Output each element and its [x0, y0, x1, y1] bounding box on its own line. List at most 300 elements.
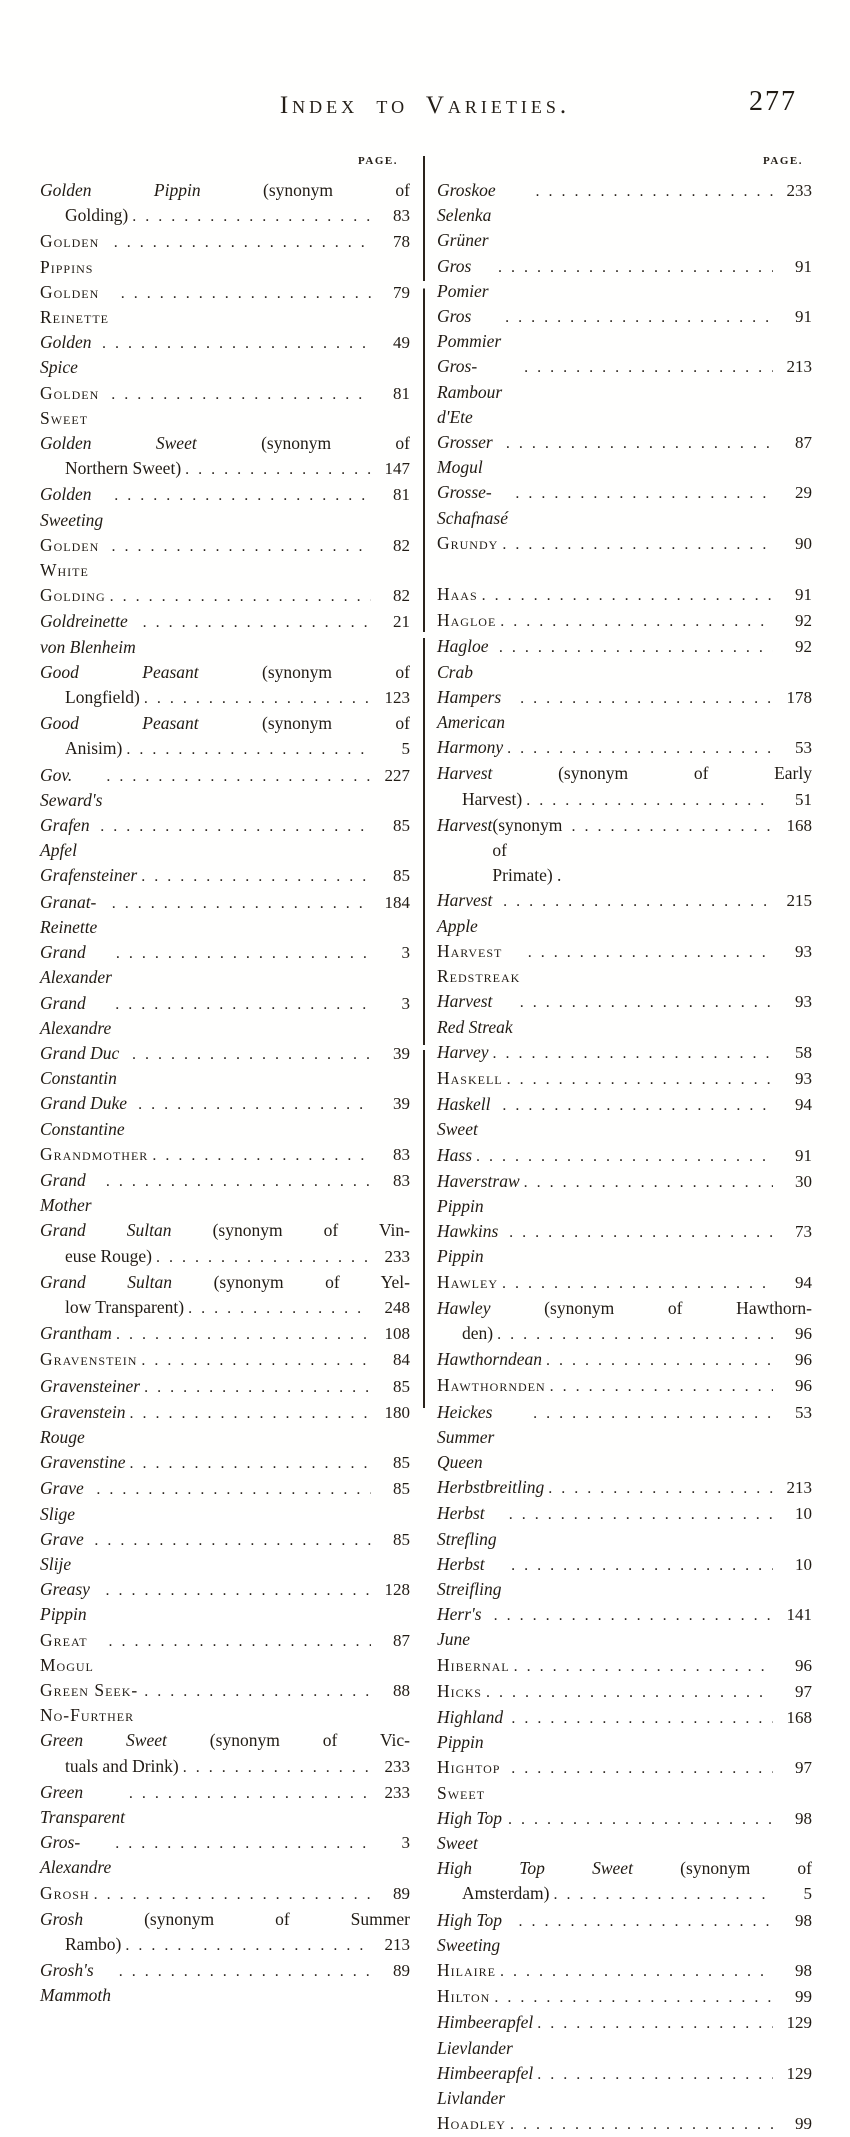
entry-page-number: 82 [393, 535, 410, 555]
index-entry [40, 1830, 410, 1880]
column-divider-rule [423, 156, 425, 1408]
dot-leader [126, 736, 371, 762]
dot-leader [505, 304, 773, 330]
dot-leader [130, 1400, 371, 1426]
dot-leader [526, 787, 773, 813]
entry-name: Grave Slige [40, 1478, 84, 1524]
entry-name: Hightop Sweet [437, 1757, 501, 1803]
entry-page-number: 49 [393, 333, 410, 353]
entry-name: Haskell Sweet [437, 1094, 491, 1140]
entry-continuation: Harvest) [462, 788, 523, 809]
entry-line-2 [40, 685, 410, 711]
dot-leader [494, 1602, 773, 1628]
entry-line-1 [437, 735, 812, 761]
dot-leader [116, 940, 371, 966]
entry-line-1 [437, 1270, 812, 1296]
entry-page-number: 85 [393, 1479, 410, 1499]
dot-leader [144, 1374, 371, 1400]
entry-name: Harmony [437, 737, 504, 758]
entry-line-1 [40, 1041, 410, 1091]
entry-line-1 [437, 888, 812, 938]
index-entry [437, 1755, 812, 1805]
entry-name: Grand Sultan [40, 1220, 172, 1241]
dot-leader [119, 1958, 371, 1984]
index-entry [437, 634, 812, 684]
entry-name: Gros Pomier [437, 255, 489, 301]
entry-line-1 [437, 1984, 812, 2010]
entry-line-2 [40, 203, 410, 229]
entry-name: Harvest Red Streak [437, 991, 513, 1037]
entry-page-number: 233 [384, 1246, 410, 1266]
dot-leader [502, 1270, 773, 1296]
entry-line-1 [40, 1218, 410, 1243]
index-entry [437, 582, 812, 608]
entry-page-number: 30 [795, 1171, 812, 1191]
entry-page-number: 147 [384, 459, 410, 479]
index-entry [40, 1347, 410, 1373]
dot-leader [546, 1347, 773, 1373]
entry-name: Golden White [40, 534, 100, 581]
index-entry [40, 1628, 410, 1678]
dot-leader [497, 1321, 773, 1347]
entry-name: Hawthornden [437, 1375, 546, 1396]
dot-leader [96, 1476, 371, 1502]
entry-line-1 [437, 178, 812, 254]
entry-page-number: 93 [795, 941, 812, 961]
entry-page-number: 39 [393, 1043, 410, 1063]
entry-continuation: Longfield) [65, 687, 140, 708]
dot-leader [507, 1066, 773, 1092]
page-title: Index to Varieties. [279, 92, 571, 119]
index-entry [40, 482, 410, 532]
index-entry [437, 430, 812, 480]
entry-line-2 [437, 787, 812, 813]
dot-leader [514, 1653, 773, 1679]
entry-name: Haverstraw Pippin [437, 1170, 520, 1216]
entry-line-1 [437, 1169, 812, 1219]
entry-line-1 [437, 531, 812, 557]
entry-continuation: Northern Sweet) [65, 458, 182, 479]
index-entry [40, 1168, 410, 1218]
index-entry [40, 1400, 410, 1450]
entry-line-1 [437, 1806, 812, 1856]
entry-line-1 [437, 1958, 812, 1984]
entry-page-number: 123 [384, 688, 410, 708]
entry-continuation: Amsterdam) [462, 1883, 550, 1904]
entry-name: Grave Slije [40, 1528, 84, 1574]
entry-continuation: low Transparent) [65, 1296, 185, 1317]
entry-page-number: 96 [795, 1376, 812, 1396]
entry-name: Hilton [437, 1986, 491, 2007]
dot-leader [476, 1143, 773, 1169]
index-entry [40, 1321, 410, 1347]
entry-line-1 [40, 1374, 410, 1400]
entry-page-number: 5 [401, 739, 410, 759]
entry-page-number: 73 [795, 1222, 812, 1242]
dot-leader [486, 1679, 773, 1705]
entry-page-number: 108 [384, 1324, 410, 1344]
entry-page-number: 96 [795, 1655, 812, 1675]
dot-leader [125, 1932, 371, 1958]
entry-line-1 [437, 1066, 812, 1092]
entry-page-number: 29 [795, 483, 812, 503]
entry-name: Herbst Streifling [437, 1553, 502, 1599]
index-entry [437, 1296, 812, 1347]
entry-name: Hilaire [437, 1960, 496, 1981]
dot-leader [152, 1142, 371, 1168]
entry-line-1 [437, 1347, 812, 1373]
index-entry [437, 531, 812, 557]
entry-line-1 [437, 761, 812, 786]
entry-line-1 [40, 763, 410, 813]
index-entry [40, 763, 410, 813]
entry-name: Greasy Pippin [40, 1579, 90, 1625]
entry-page-number: 89 [393, 1883, 410, 1903]
entry-continuation: Anisim) [65, 738, 123, 759]
entry-line-1 [437, 1653, 812, 1679]
entry-page-number: 168 [786, 1707, 812, 1727]
dot-leader [156, 1244, 371, 1270]
entry-line-1 [40, 1347, 410, 1373]
entry-line-1 [40, 813, 410, 863]
entry-line-1 [40, 1577, 410, 1627]
entry-line-1 [437, 480, 812, 530]
page-number: 277 [749, 86, 797, 117]
index-entry [437, 989, 812, 1039]
index-entry [40, 1577, 410, 1627]
index-entry [40, 1091, 410, 1141]
entry-continuation: den) [462, 1322, 494, 1343]
entry-line-1 [40, 482, 410, 532]
index-entry [40, 813, 410, 863]
entry-page-number: 81 [393, 485, 410, 505]
entry-page-number: 3 [401, 943, 410, 963]
entry-name: Hawthorndean [437, 1349, 542, 1370]
entry-line-2 [437, 1321, 812, 1347]
entry-name: Herbstbreitling [437, 1477, 545, 1498]
entry-synonym-text: (synonym of Vin- [171, 1220, 410, 1241]
entry-name: Golden Pippins [40, 231, 100, 277]
dot-leader [106, 763, 371, 789]
entry-name: Groskoe Selenka Grüner [437, 180, 496, 251]
entry-name: Haas [437, 584, 478, 605]
index-entry [40, 229, 410, 279]
index-entry [40, 583, 410, 609]
entry-name: Gravenstein Rouge [40, 1401, 126, 1447]
dot-leader [503, 888, 773, 914]
entry-name: Golding [40, 585, 106, 606]
entry-line-2 [437, 1881, 812, 1907]
entry-line-1 [40, 381, 410, 431]
dot-leader [144, 685, 371, 711]
entry-page-number: 213 [786, 357, 812, 377]
index-entry [437, 1806, 812, 1856]
entry-page-number: 128 [384, 1580, 410, 1600]
dot-leader [129, 1780, 371, 1806]
index-entry [437, 735, 812, 761]
entry-name: High Top Sweeting [437, 1909, 503, 1955]
entry-page-number: 85 [393, 866, 410, 886]
column-page-label-right: PAGE. [763, 155, 803, 167]
entry-line-1 [437, 1219, 812, 1269]
index-entry [437, 1679, 812, 1705]
entry-synonym-text: (synonym of [632, 1858, 812, 1879]
entry-name: Haskell [437, 1067, 503, 1088]
entry-page-number: 93 [795, 1068, 812, 1088]
dot-leader [114, 482, 371, 508]
index-entry [437, 1958, 812, 1984]
index-entry [437, 1143, 812, 1169]
index-columns [40, 178, 812, 2137]
entry-name: Harvest Redstreak [437, 940, 521, 987]
dot-leader [509, 1501, 773, 1527]
entry-page-number: 85 [393, 1453, 410, 1473]
dot-leader [572, 813, 773, 839]
dot-leader [106, 1168, 371, 1194]
entry-name: Golden Reinette [40, 281, 109, 328]
entry-page-number: 82 [393, 586, 410, 606]
index-entry [437, 1856, 812, 1907]
entry-line-1 [40, 1907, 410, 1932]
entry-page-number: 91 [795, 1145, 812, 1165]
index-entry [40, 1450, 410, 1476]
index-entry [437, 480, 812, 530]
entry-name: Harvest [437, 763, 493, 784]
dot-leader [102, 330, 371, 356]
entry-name: Grandmother [40, 1143, 149, 1164]
entry-page-number: 83 [393, 1144, 410, 1164]
entry-synonym-text: (synonym of [196, 433, 410, 454]
entry-name: Grand Alexandre [40, 992, 112, 1038]
entry-page-number: 83 [393, 1170, 410, 1190]
dot-leader [188, 1295, 371, 1321]
entry-name: Goldreinette von Blenheim [40, 611, 136, 657]
entry-page-number: 168 [786, 815, 812, 835]
entry-name: Hawkins Pippin [437, 1221, 499, 1267]
entry-page-number: 58 [795, 1042, 812, 1062]
index-entry [437, 1908, 812, 1958]
entry-page-number: 248 [384, 1297, 410, 1317]
entry-name: Harvest [437, 814, 493, 835]
dot-leader [520, 685, 773, 711]
entry-synonym-text: (synonym of Vic- [166, 1730, 411, 1751]
entry-line-1 [40, 1142, 410, 1168]
entry-page-number: 97 [795, 1758, 812, 1778]
entry-line-1 [40, 1168, 410, 1218]
dot-leader [509, 1219, 773, 1245]
index-entry [437, 1602, 812, 1652]
entry-line-1 [437, 2010, 812, 2060]
index-entry [40, 940, 410, 990]
index-entry [40, 1728, 410, 1779]
entry-page-number: 3 [401, 993, 410, 1013]
entry-name: Green Sweet [40, 1730, 167, 1751]
entry-page-number: 78 [393, 232, 410, 252]
entry-line-1 [40, 533, 410, 583]
entry-line-1 [437, 1908, 812, 1958]
entry-name: Gros-Alexandre [40, 1832, 112, 1878]
entry-name: Golden Sweet [40, 433, 197, 454]
entry-name: Grosh [40, 1882, 90, 1903]
dot-leader [537, 2010, 773, 2036]
index-entry [437, 1040, 812, 1066]
dot-leader [100, 813, 371, 839]
entry-line-1 [40, 890, 410, 940]
entry-line-1 [437, 1092, 812, 1142]
index-entry [437, 888, 812, 938]
entry-name: Green Transparent [40, 1781, 125, 1827]
index-entry [40, 280, 410, 330]
entry-continuation: Golding) [65, 205, 129, 226]
entry-page-number: 87 [393, 1630, 410, 1650]
entry-name: Grosh [40, 1908, 84, 1929]
dot-leader [108, 1628, 371, 1654]
entry-line-1 [437, 634, 812, 684]
entry-page-number: 81 [393, 383, 410, 403]
entry-line-1 [40, 583, 410, 609]
dot-leader [482, 582, 773, 608]
dot-leader [112, 890, 371, 916]
dot-leader [507, 735, 773, 761]
dot-leader [116, 1321, 371, 1347]
entry-name: Golden Sweet [40, 382, 100, 428]
entry-page-number: 88 [393, 1680, 410, 1700]
entry-page-number: 39 [393, 1094, 410, 1114]
index-entry [437, 2010, 812, 2060]
entry-line-1 [40, 1678, 410, 1728]
entry-name: High Top Sweet [437, 1807, 503, 1853]
entry-name: Himbeerapfel Lievlander [437, 2012, 534, 2058]
entry-line-1 [40, 229, 410, 279]
entry-line-1 [437, 1143, 812, 1169]
entry-name: Hawley [437, 1297, 491, 1318]
entry-line-1 [40, 1628, 410, 1678]
entry-name: Grand Duc Constantin [40, 1042, 120, 1089]
entry-line-1 [40, 1527, 410, 1577]
dot-leader [550, 1373, 773, 1399]
entry-line-1 [40, 1728, 410, 1753]
entry-line-1 [40, 1958, 410, 2008]
dot-leader [500, 608, 773, 634]
index-entry [437, 939, 812, 989]
dot-leader [115, 1830, 371, 1856]
entry-line-1 [437, 1373, 812, 1399]
entry-name: Grosser Mogul [437, 432, 493, 478]
entry-line-1 [40, 711, 410, 736]
index-entry [437, 813, 812, 889]
dot-leader [518, 1908, 773, 1934]
entry-synonym-text: (synonym of [198, 661, 410, 682]
index-entry [40, 991, 410, 1041]
entry-name: Hampers American [437, 686, 506, 733]
index-entry [40, 1142, 410, 1168]
dot-leader [494, 1984, 773, 2010]
entry-line-1 [437, 989, 812, 1039]
entry-page-number: 87 [795, 433, 812, 453]
dot-leader [94, 1527, 371, 1553]
entry-line-1 [40, 940, 410, 990]
entry-line-1 [40, 178, 410, 203]
entry-name: Harvest Apple [437, 890, 493, 936]
entry-page-number: 93 [795, 992, 812, 1012]
entry-page-number: 98 [795, 1961, 812, 1981]
entry-page-number: 178 [786, 687, 812, 707]
entry-page-number: 129 [786, 2013, 812, 2033]
dot-leader [115, 991, 371, 1017]
entry-page-number: 180 [384, 1402, 410, 1422]
entry-page-number: 92 [795, 637, 812, 657]
entry-line-2 [40, 456, 410, 482]
entry-synonym-text: (synonym of [200, 180, 410, 200]
entry-page-number: 91 [795, 585, 812, 605]
entry-page-number: 96 [795, 1323, 812, 1343]
entry-name: Hagloe [437, 610, 497, 631]
entry-line-1 [437, 939, 812, 989]
entry-page-number: 10 [795, 1504, 812, 1524]
entry-line-2 [40, 1244, 410, 1270]
entry-line-1 [437, 304, 812, 354]
entry-line-2 [40, 1754, 410, 1780]
dot-leader [111, 533, 371, 559]
dot-leader [511, 1755, 773, 1781]
index-entry [40, 431, 410, 482]
index-entry [40, 890, 410, 940]
entry-page-number: 233 [384, 1782, 410, 1802]
entry-page-number: 184 [384, 892, 410, 912]
dot-leader [524, 1169, 773, 1195]
entry-page-number: 233 [384, 1756, 410, 1776]
entry-line-1 [40, 1091, 410, 1141]
index-entry [437, 608, 812, 634]
entry-name: Grand Alexander [40, 942, 112, 988]
entry-page-number: 91 [795, 307, 812, 327]
index-entry [40, 381, 410, 431]
entry-page-number: 89 [393, 1961, 410, 1981]
entry-page-number: 233 [786, 181, 812, 200]
dot-leader [515, 480, 773, 506]
entry-page-number: 53 [795, 738, 812, 758]
entry-line-1 [40, 280, 410, 330]
dot-leader [130, 1450, 371, 1476]
entry-line-1 [40, 1476, 410, 1526]
entry-page-number: 53 [795, 1402, 812, 1422]
index-column-left [40, 178, 410, 2137]
entry-page-number: 99 [795, 2114, 812, 2134]
entry-line-1 [437, 1602, 812, 1652]
dot-leader [499, 634, 773, 660]
index-entry [437, 304, 812, 354]
entry-line-1 [40, 1270, 410, 1295]
section-gap [437, 557, 812, 582]
entry-line-1 [40, 1321, 410, 1347]
index-entry [40, 1374, 410, 1400]
entry-name: Granat-Reinette [40, 891, 98, 937]
entry-page-number: 21 [393, 612, 410, 632]
dot-leader [498, 254, 773, 280]
entry-line-1 [437, 1400, 812, 1476]
index-entry [40, 609, 410, 659]
entry-line-1 [437, 1040, 812, 1066]
entry-page-number: 92 [795, 611, 812, 631]
entry-line-1 [40, 991, 410, 1041]
entry-name: Harvey [437, 1041, 489, 1062]
entry-page-number: 98 [795, 1910, 812, 1930]
entry-line-1 [40, 863, 410, 889]
index-entry [437, 2061, 812, 2111]
entry-page-number: 79 [393, 282, 410, 302]
entry-page-number: 213 [384, 1935, 410, 1955]
entry-name: Green Seek-No-Further [40, 1679, 139, 1726]
